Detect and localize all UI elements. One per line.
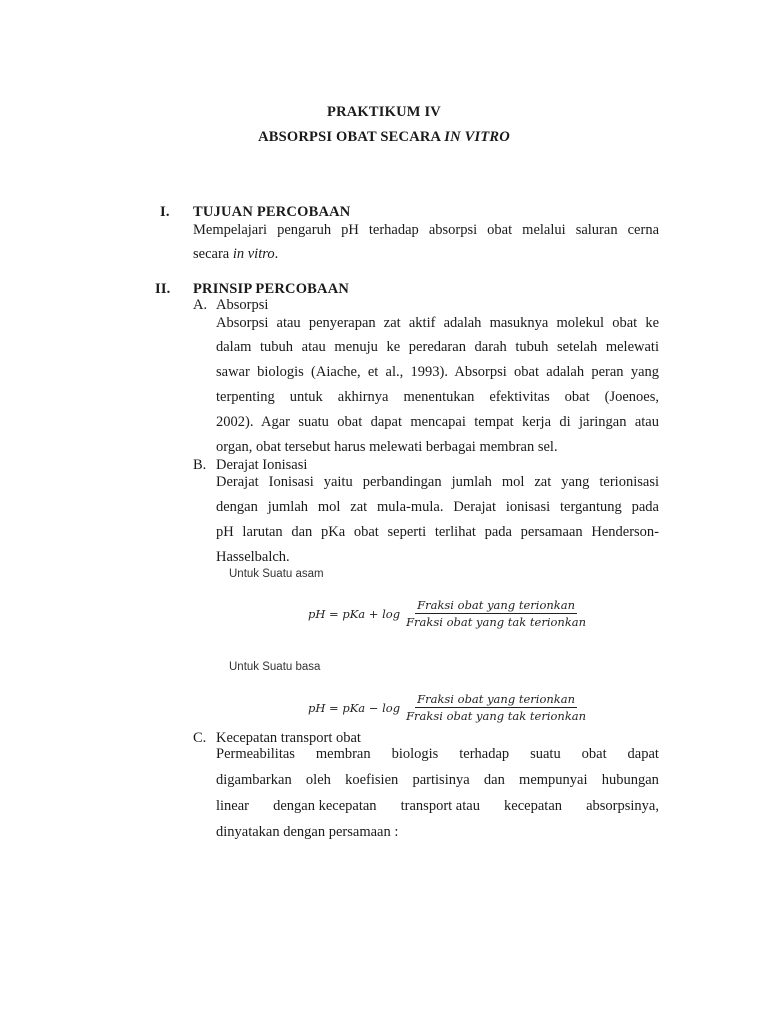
word: Permeabilitas (216, 746, 295, 762)
word: kecepatan (504, 798, 563, 814)
word: suatu (530, 746, 561, 762)
paragraph-line (216, 798, 659, 815)
section-body-line (193, 246, 278, 263)
paragraph-line: sawar biologis (Aiache, et al., 1993). Absorpsi obat adalah peran yang (216, 364, 659, 380)
word: linear (216, 798, 250, 814)
word: hubungan (601, 772, 659, 788)
paragraph-line: 2002). Agar suatu obat dapat mencapai tempat kerja di jaringan atau (216, 414, 659, 430)
paragraph-line: Derajat Ionisasi yaitu perbandingan jumlah mol zat yang terionisasi (216, 474, 659, 490)
paragraph-line: terpenting untuk akhirnya menentukan efektivitas obat (Joenoes, (216, 389, 659, 405)
paragraph-line: dengan jumlah mol zat mula-mula. Derajat ionisasi tergantung pada (216, 499, 659, 515)
body-italic-text: in vitro (232, 246, 275, 262)
formula-fraction (404, 692, 588, 723)
paragraph-line: pH larutan dan pKa obat seperti terlihat pada persamaan Henderson- (216, 524, 659, 540)
formula-denominator: Fraksi obat yang tak terionkan (406, 709, 587, 723)
word: membran (315, 746, 371, 762)
paragraph-line: dalam tubuh atau menuju ke peredaran darah tubuh setelah melewati (216, 339, 659, 355)
word: dengan kecepatan (273, 798, 377, 814)
formula-numerator: Fraksi obat yang terionkan (417, 598, 576, 612)
word: koefisien (345, 772, 399, 788)
subsection-title-absorpsi: Absorpsi (216, 297, 269, 313)
formula-fraction (404, 598, 588, 629)
body-text: secara (193, 246, 233, 262)
document-subtitle (0, 129, 768, 146)
subsection-letter: C. (193, 730, 207, 746)
section-heading-prinsip: PRINSIP PERCOBAAN (193, 281, 350, 297)
word: biologis (391, 746, 439, 762)
formula-numerator: Fraksi obat yang terionkan (417, 692, 576, 706)
paragraph-line: organ, obat tersebut harus melewati berbagai membran sel. (216, 439, 558, 455)
word: absorpsinya, (586, 798, 659, 814)
subsection-letter: B. (193, 457, 207, 473)
word: mempunyai (519, 772, 588, 788)
formula-lhs: pH = pKa − log (308, 700, 401, 715)
paragraph-line (216, 772, 659, 789)
subtitle-italic-text: IN VITRO (444, 129, 510, 145)
paragraph-line (216, 746, 659, 763)
word: dan (483, 772, 505, 788)
paragraph-line: Hasselbalch. (216, 549, 290, 565)
subsection-letter: A. (193, 297, 208, 313)
subtitle-text: ABSORPSI OBAT SECARA (258, 129, 445, 145)
word: digambarkan (216, 772, 292, 788)
section-numeral: II. (155, 281, 171, 297)
word: oleh (305, 772, 331, 788)
word: obat (581, 746, 607, 762)
formula-denominator: Fraksi obat yang tak terionkan (406, 615, 587, 629)
document-title: PRAKTIKUM IV (327, 104, 441, 120)
henderson-hasselbalch-acid-formula (308, 598, 588, 629)
subsection-title-kecepatan-transport: Kecepatan transport obat (216, 730, 361, 746)
subsection-title-derajat-ionisasi: Derajat Ionisasi (216, 457, 308, 473)
formula-lhs: pH = pKa + log (308, 606, 401, 621)
word: dapat (627, 746, 659, 762)
word: terhadap (459, 746, 510, 762)
word: transport atau (400, 798, 480, 814)
paragraph-line: Absorpsi atau penyerapan zat aktif adalah masuknya molekul obat ke (216, 315, 659, 331)
formula-label-acid: Untuk Suatu asam (229, 568, 324, 580)
henderson-hasselbalch-base-formula (308, 692, 588, 723)
section-heading-tujuan: TUJUAN PERCOBAAN (193, 204, 351, 220)
paragraph-line: dinyatakan dengan persamaan : (216, 824, 399, 840)
word: partisinya (412, 772, 470, 788)
section-body-line: Mempelajari pengaruh pH terhadap absorpsi obat melalui saluran cerna (193, 222, 659, 238)
body-text: . (274, 246, 279, 262)
section-numeral: I. (160, 204, 170, 220)
formula-label-base: Untuk Suatu basa (229, 661, 321, 673)
